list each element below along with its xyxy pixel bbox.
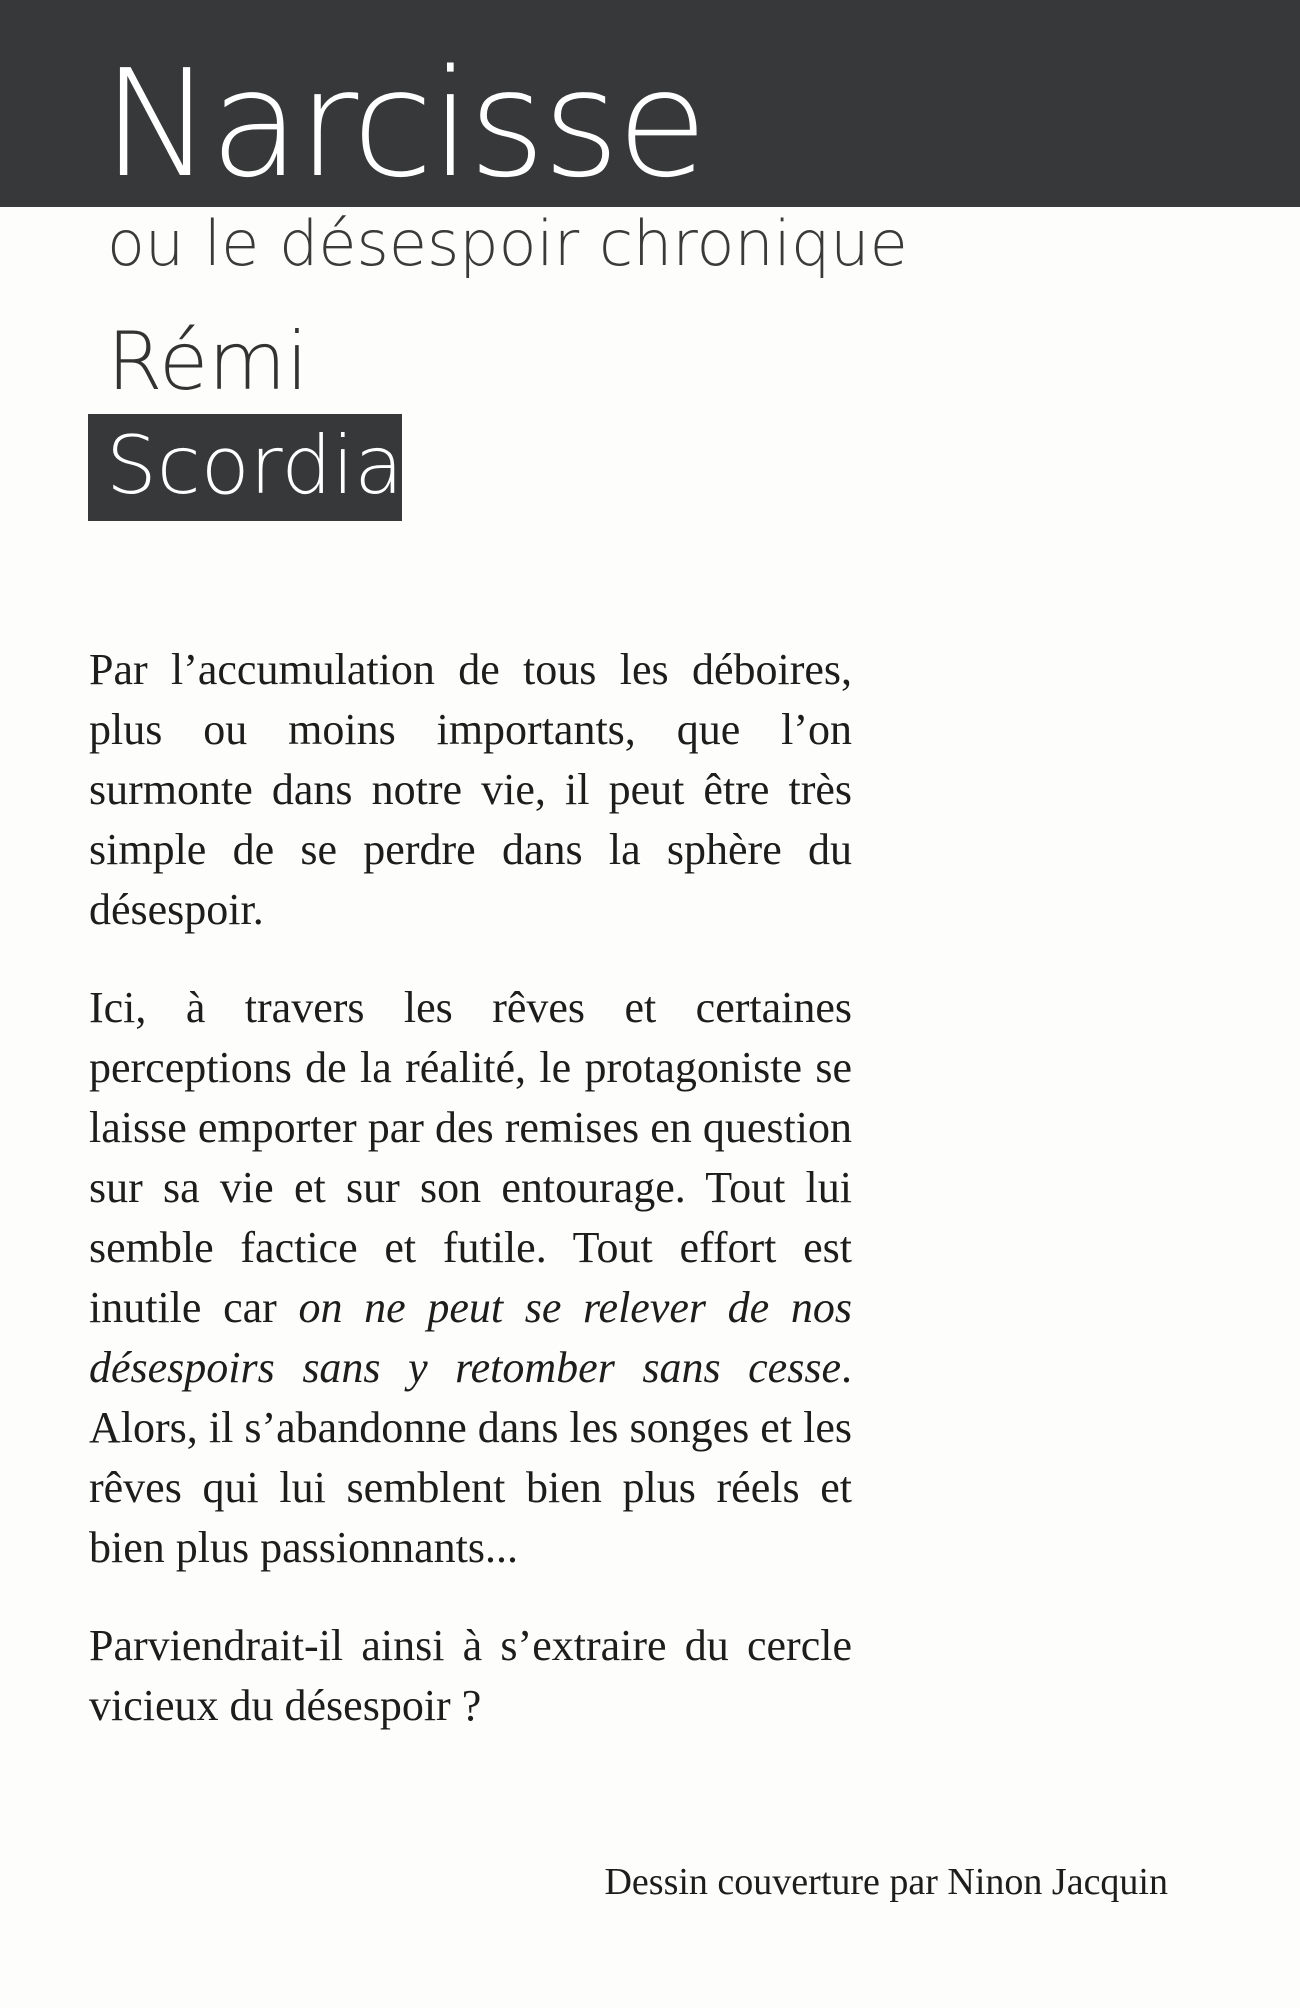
author-last-name: Scordia [106,419,404,512]
blurb-paragraph-2 [89,978,852,1578]
author-first-name: Rémi [107,315,309,408]
author-last-name-box [88,414,402,521]
blurb-paragraph-3: Parviendrait-il ainsi à s’extraire du cercle vicieux du désespoir ? [89,1621,852,1730]
back-cover-blurb [89,640,852,1774]
book-subtitle: ou le désespoir chronique [107,207,908,280]
blurb-paragraph-2-start: Ici, à travers les rêves et certaines perceptions de la réalité, le protagoniste se laisse emporter par des remises en question sur sa vie et sur son entourage. Tout lui semble factice et futile. Tout effort est inutile car [89,983,852,1332]
blurb-paragraph-1: Par l’accumulation de tous les déboires, plus ou moins importants, que l’on surmonte dans notre vie, il peut être très simple de se perdre dans la sphère du désespoir. [89,645,852,934]
blurb-paragraph-2-end: . Alors, il s’abandonne dans les songes et les rêves qui lui semblent bien plus réels et bien plus passionnants... [89,1343,852,1572]
blurb-italic-quote: on ne peut se relever de nos désespoirs sans y retomber sans cesse [89,1283,852,1392]
book-title: Narcisse [102,38,705,210]
cover-art-credit: Dessin couverture par Ninon Jacquin [604,1861,1168,1903]
